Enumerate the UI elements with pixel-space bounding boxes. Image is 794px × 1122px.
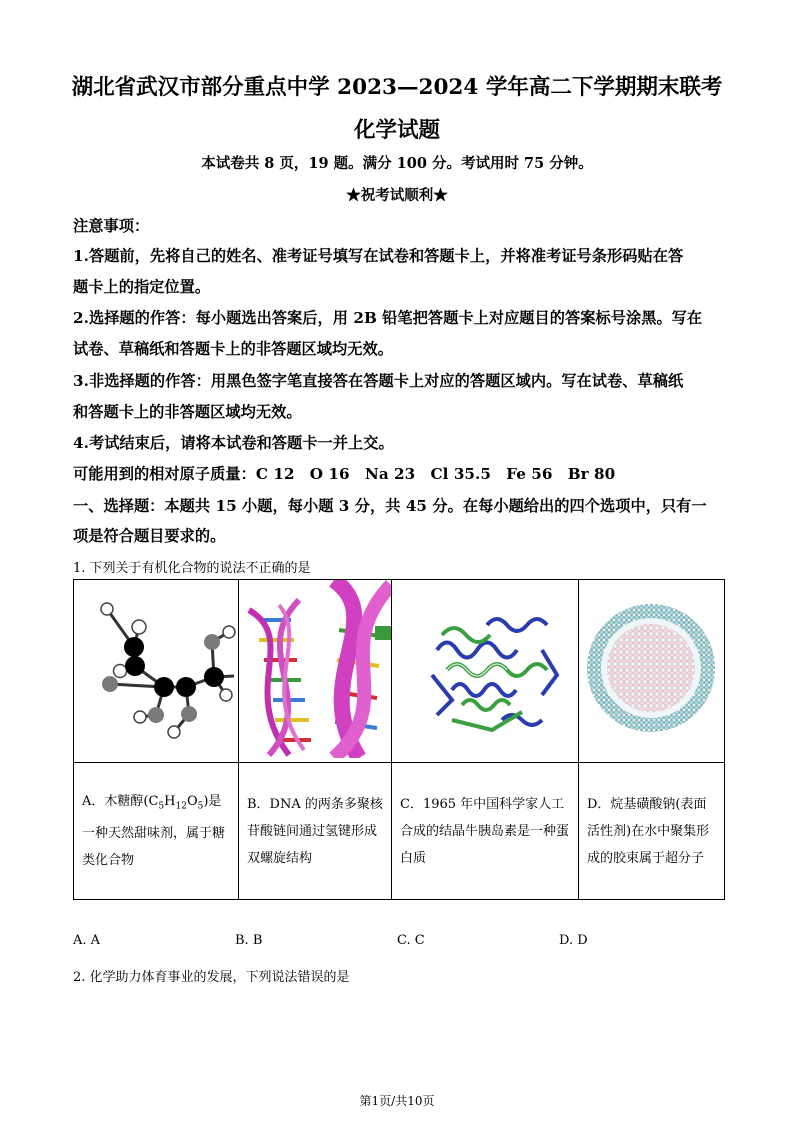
exam-title: 湖北省武汉市部分重点中学 2023—2024 学年高二下学期期末联考: [71, 75, 723, 100]
notes-line: 题卡上的指定位置。: [73, 278, 211, 296]
notes-line: 3.非选择题的作答：用黑色签字笔直接答在答题卡上对应的答题区域内。写在试卷、草稿纸: [73, 372, 684, 390]
notes-heading: 注意事项：: [73, 217, 150, 235]
xylitol-formula: [148, 793, 204, 812]
option-b-cell: B．DNA 的两条多聚核苷酸链间通过氢键形成双螺旋结构: [239, 763, 392, 900]
formula-sub: 12: [175, 801, 187, 812]
option-c-cell: C．1965 年中国科学家人工合成的结晶牛胰岛素是一种蛋白质: [392, 763, 579, 900]
question-1-stem: 1. 下列关于有机化合物的说法不正确的是: [73, 561, 311, 576]
micelle-image: [579, 580, 724, 758]
image-cell-a: [74, 580, 239, 763]
notes-line: 2.选择题的作答：每小题选出答案后，用 2B 铅笔把答题卡上对应题目的答案标号涂黑。写在: [73, 309, 703, 327]
xylitol-ball-stick-model: [74, 580, 238, 758]
good-luck-line: ★祝考试顺利★: [346, 187, 448, 204]
formula-sub: 5: [158, 801, 165, 812]
question-1-table: [73, 579, 725, 900]
notes-line: 4.考试结束后，请将本试卷和答题卡一并上交。: [73, 434, 394, 452]
exam-info: 本试卷共 8 页，19 题。满分 100 分。考试用时 75 分钟。: [201, 155, 593, 172]
dna-double-helix-image: [239, 580, 391, 758]
option-a-rest: 一种天然甜味剂，属于糖类化合物: [82, 826, 226, 869]
question-2-stem: 2. 化学助力体育事业的发展，下列说法错误的是: [73, 970, 350, 985]
notes-line: 试卷、草稿纸和答题卡上的非答题区域均无效。: [73, 340, 393, 358]
image-cell-c: [392, 580, 579, 763]
answer-option-c[interactable]: C. C: [397, 933, 425, 948]
image-cell-b: [239, 580, 392, 763]
option-d-cell: D．烷基磺酸钠(表面活性剂)在水中聚集形成的胶束属于超分子: [579, 763, 725, 900]
option-a-cell: [74, 763, 239, 900]
answer-option-a[interactable]: A. A: [73, 933, 101, 948]
section-heading: 一、选择题：本题共 15 小题，每小题 3 分，共 45 分。在每小题给出的四个选项中，只有一: [73, 497, 707, 515]
page-footer: 第1页/共10页: [359, 1094, 435, 1108]
formula-o: O: [186, 793, 198, 809]
notes-line: 和答题卡上的非答题区域均无效。: [73, 403, 302, 421]
formula-c: C: [148, 793, 159, 809]
image-cell-d: [579, 580, 725, 763]
answer-option-b[interactable]: B. B: [235, 933, 263, 948]
answer-option-d[interactable]: D. D: [559, 933, 588, 948]
section-heading-cont: 项是符合题目要求的。: [73, 527, 226, 545]
formula-sub: 5: [197, 801, 204, 812]
subject-title: 化学试题: [353, 118, 440, 143]
option-a-suffix: )是: [203, 793, 222, 809]
option-a-prefix: A．木糖醇(: [82, 793, 149, 809]
formula-h: H: [164, 793, 176, 809]
atomic-masses: 可能用到的相对原子质量：C 12 O 16 Na 23 Cl 35.5 Fe 56 Br 80: [73, 465, 616, 483]
insulin-protein-ribbon-image: [392, 580, 578, 758]
notes-line: 1.答题前，先将自己的姓名、准考证号填写在试卷和答题卡上，并将准考证号条形码贴在答: [73, 247, 684, 265]
